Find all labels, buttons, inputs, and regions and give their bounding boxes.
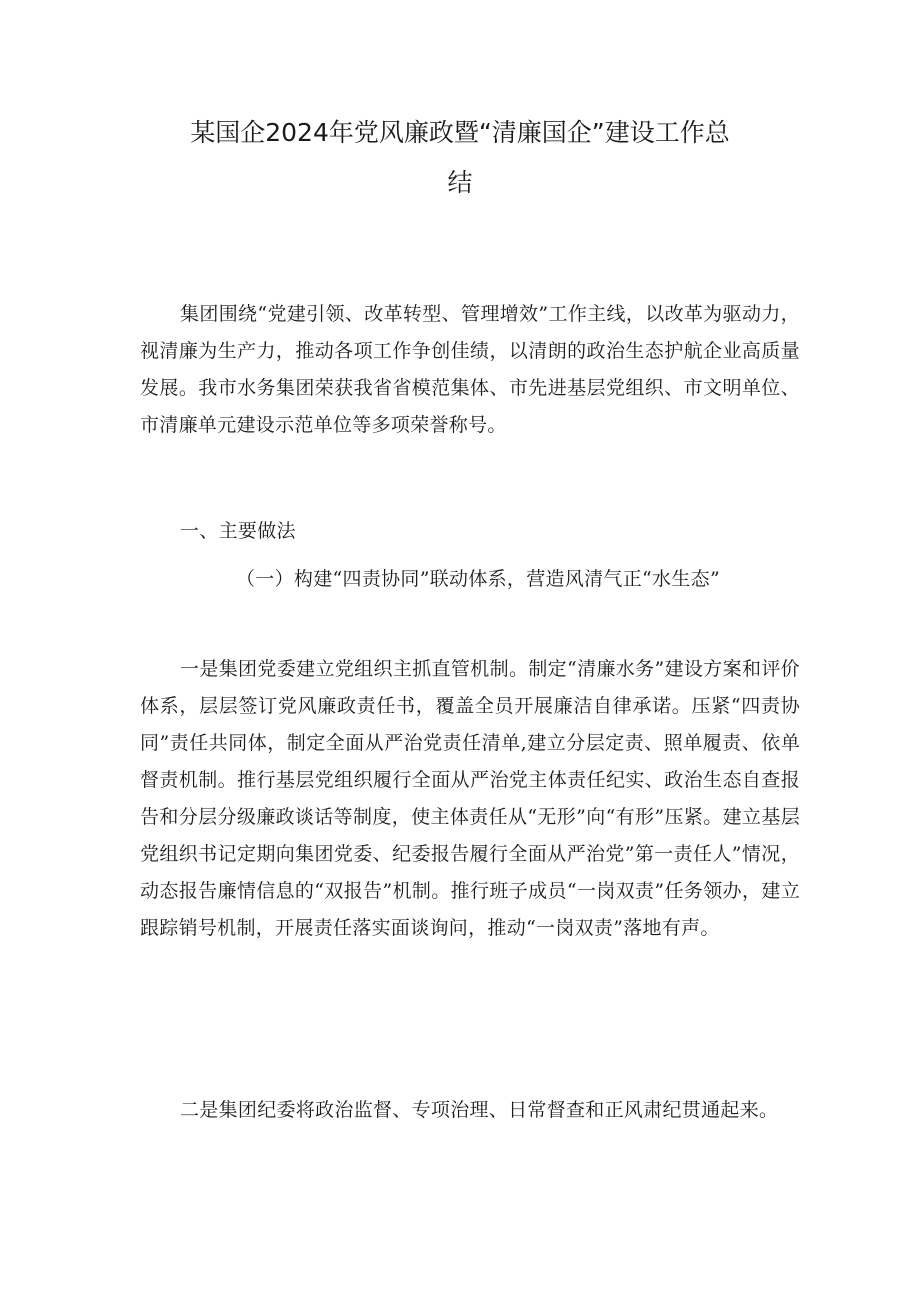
title-line-1: 某国企2024年党风廉政暨“清廉国企”建设工作总 [190, 118, 730, 147]
body-paragraph-2: 二是集团纪委将政治监督、专项治理、日常督查和正风肃纪贯通起来。 [180, 1099, 779, 1121]
title-line-2: 结 [447, 168, 473, 197]
intro-paragraph: 集团围绕“党建引领、改革转型、管理增效”工作主线，以改革为驱动力，视清廉为生产力，推动各项工作争创佳绩，以清朗的政治生态护航企业高质量发展。我市水务集团荣获我省省模范集体、市先进基层党组织、市文明单位、市清廉单元建设示范单位等多项荣誉称号。 [140, 303, 800, 436]
document-title [140, 108, 780, 208]
subsection-heading: （一）构建“四责协同”联动体系，营造风清气正“水生态” [236, 568, 720, 590]
section-heading: 一、主要做法 [180, 520, 296, 542]
body-paragraph-1: 一是集团党委建立党组织主抓直管机制。制定“清廉水务”建设方案和评价体系，层层签订党风廉政责任书，覆盖全员开展廉洁自律承诺。压紧“四责协同”责任共同体，制定全面从严治党责任清单,建立分层定责、照单履责、依单督责机制。推行基层党组织履行全面从严治党主体责任纪实、政治生态自查报告和分层分级廉政谈话等制度，使主体责任从“无形”向“有形”压紧。建立基层党组织书记定期向集团党委、纪委报告履行全面从严治党”第一责任人”情况，动态报告廉情信息的“双报告”机制。推行班子成员“一岗双责”任务领办，建立跟踪销号机制，开展责任落实面谈询问，推动“一岗双责”落地有声。 [140, 658, 800, 939]
